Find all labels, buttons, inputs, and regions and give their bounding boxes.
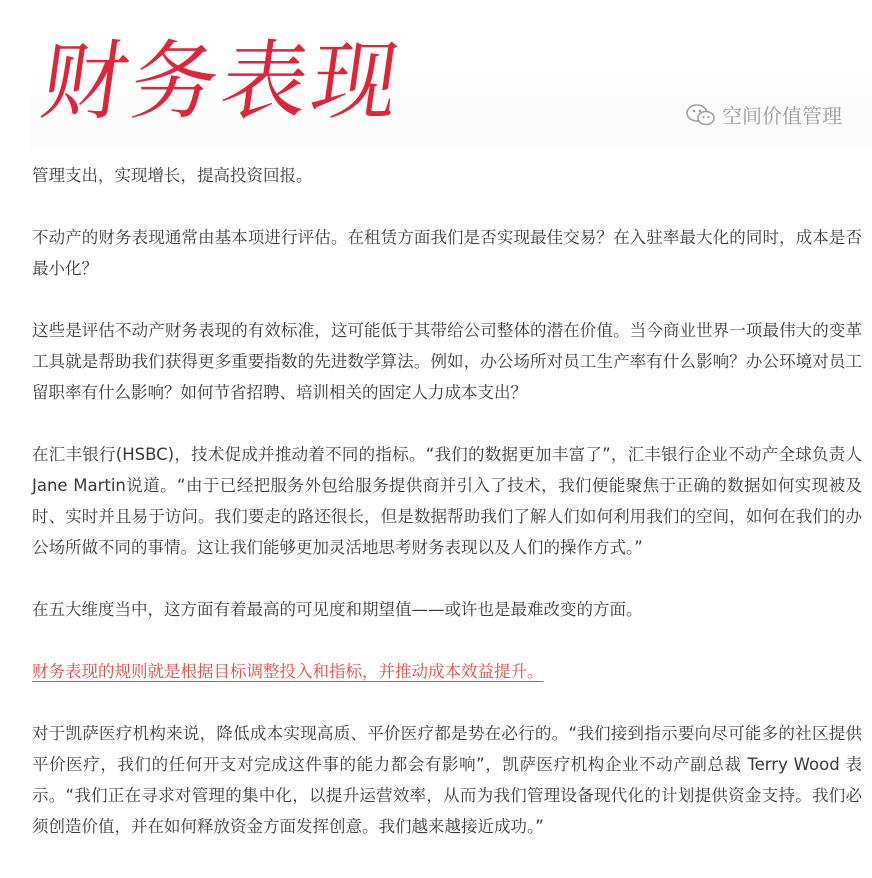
wechat-icon xyxy=(686,103,716,127)
watermark-text: 空间价值管理 xyxy=(722,104,842,128)
watermark xyxy=(686,100,842,129)
paragraph: 不动产的财务表现通常由基本项进行评估。在租赁方面我们是否实现最佳交易？在入驻率最大化的同时，成本是否最小化？ xyxy=(32,228,862,278)
paragraph: 在五大维度当中，这方面有着最高的可见度和期望值——或许也是最难改变的方面。 xyxy=(32,600,643,619)
article-body xyxy=(32,160,862,842)
paragraph: 对于凯萨医疗机构来说，降低成本实现高质、平价医疗都是势在必行的。“我们接到指示要向尽可能多的社区提供平价医疗，我们的任何开支对完成这件事的能力都会有影响”，凯萨医疗机构企业不动产副总裁 Terry Wood 表示。“我们正在寻求对管理的集中化，以提升运营效率，从而为我们管理设备现代化的计划提供资金支持。我们必须创造价值，并在如何释放资金方面发挥创意。我们越来越接近成功。” xyxy=(32,724,862,836)
header-banner xyxy=(30,24,872,148)
paragraph: 在汇丰银行(HSBC)，技术促成并推动着不同的指标。“我们的数据更加丰富了”，汇丰银行企业不动产全球负责人Jane Martin说道。“由于已经把服务外包给服务提供商并引入了技术，我们便能聚焦于正确的数据如何实现被及时、实时并且易于访问。我们要走的路还很长，但是数据帮助我们了解人们如何利用我们的空间，如何在我们的办公场所做不同的事情。这让我们能够更加灵活地思考财务表现以及人们的操作方式。” xyxy=(32,445,862,557)
highlighted-paragraph xyxy=(32,656,862,687)
paragraph: 管理支出，实现增长，提高投资回报。 xyxy=(32,166,313,185)
paragraph: 这些是评估不动产财务表现的有效标准，这可能低于其带给公司整体的潜在价值。当今商业世界一项最伟大的变革工具就是帮助我们获得更多重要指数的先进数学算法。例如，办公场所对员工生产率有什么影响？办公环境对员工留职率有什么影响？如何节省招聘、培训相关的固定人力成本支出？ xyxy=(32,321,862,402)
highlight-text: 财务表现的规则就是根据目标调整投入和指标，并推动成本效益提升。 xyxy=(32,662,544,681)
banner-title: 财务表现 xyxy=(34,32,410,132)
